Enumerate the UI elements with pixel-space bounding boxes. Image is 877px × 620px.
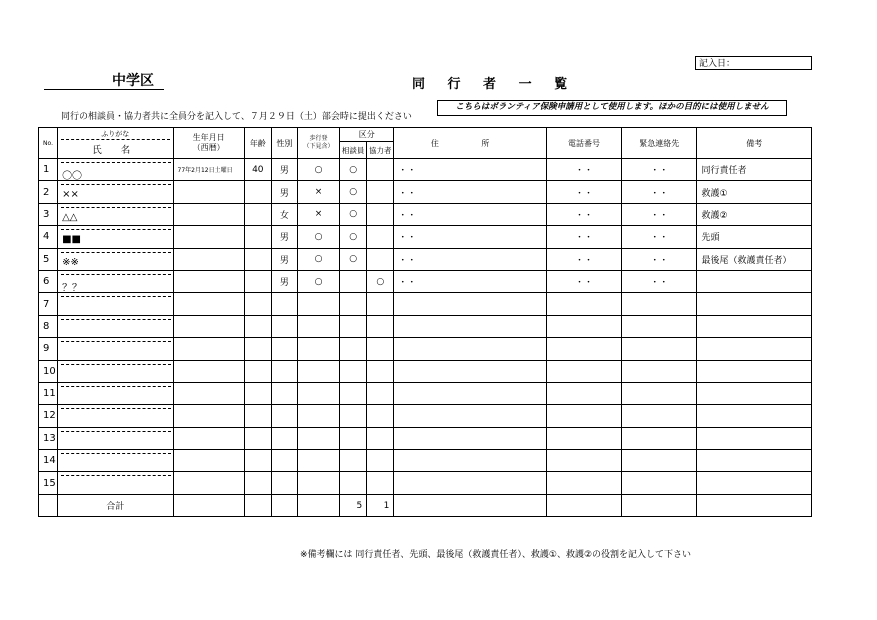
col-name [58,128,173,159]
name-value: ■■ [62,234,81,246]
phone-field[interactable] [546,427,621,449]
row-number: 10 [39,360,58,382]
entry-date-field[interactable]: 記入日： [695,56,812,70]
name-field[interactable] [58,360,173,382]
age-field[interactable] [244,226,271,248]
kyoryoku-field[interactable]: ○ [367,270,394,292]
birth-field[interactable] [173,360,244,382]
emergency-field[interactable] [622,360,697,382]
address-field[interactable] [394,405,547,427]
table-row [39,427,812,449]
birth-field[interactable] [173,248,244,270]
age-field[interactable] [244,382,271,404]
soudan-field[interactable] [340,360,367,382]
name-value: 〇〇 [62,171,83,181]
row-number: 9 [39,338,58,360]
age-field[interactable] [244,203,271,225]
emergency-field[interactable] [622,405,697,427]
name-value: ※※ [62,256,79,268]
walk-field[interactable] [297,472,339,494]
birth-field[interactable] [173,293,244,315]
notes-field[interactable] [697,405,812,427]
table-row [39,293,812,315]
name-field[interactable] [58,248,173,270]
row-number: 7 [39,293,58,315]
name-field[interactable] [58,427,173,449]
emergency-field[interactable] [622,338,697,360]
phone-field[interactable]: ・・ [546,270,621,292]
age-field[interactable] [244,450,271,472]
soudan-field[interactable]: ○ [340,159,367,181]
age-field[interactable] [244,405,271,427]
row-number: 4 [39,226,58,248]
emergency-field[interactable] [622,315,697,337]
age-field[interactable] [244,472,271,494]
emergency-field[interactable] [622,382,697,404]
sex-field[interactable]: 男 [271,248,297,270]
walk-field[interactable] [297,338,339,360]
col-phone: 電話番号 [546,128,621,159]
birth-field[interactable] [173,270,244,292]
phone-field[interactable]: ・・ [546,248,621,270]
kyoryoku-field[interactable] [367,159,394,181]
emergency-field[interactable]: ・・ [622,248,697,270]
notes-field[interactable] [697,360,812,382]
address-field[interactable] [394,382,547,404]
row-number: 5 [39,248,58,270]
col-walk: 歩行登 （下見含） [297,128,339,159]
notes-field[interactable] [697,472,812,494]
soudan-field[interactable]: ○ [340,226,367,248]
sex-field[interactable] [271,472,297,494]
notes-field[interactable] [697,450,812,472]
name-field[interactable] [58,338,173,360]
birth-field[interactable] [173,226,244,248]
col-shimei: 氏 名 [61,139,169,156]
sex-field[interactable] [271,405,297,427]
age-field[interactable] [244,248,271,270]
name-field[interactable] [58,472,173,494]
notes-field[interactable]: 先頭 [697,226,812,248]
address-field[interactable]: ・・ [394,226,547,248]
address-field[interactable] [394,293,547,315]
row-number: 15 [39,472,58,494]
age-field[interactable] [244,181,271,203]
address-field[interactable]: ・・ [394,270,547,292]
name-field[interactable] [58,203,173,225]
col-age: 年齢 [244,128,271,159]
footer-note: ※備考欄には 同行責任者、先頭、最後尾（救護責任者）、救護①、救護②の役割を記入して下さい [300,550,692,560]
address-field[interactable] [394,338,547,360]
sex-field[interactable] [271,450,297,472]
kyoryoku-field[interactable] [367,338,394,360]
phone-field[interactable] [546,450,621,472]
sex-field[interactable] [271,293,297,315]
walk-field[interactable] [297,382,339,404]
table-row [39,338,812,360]
name-field[interactable] [58,226,173,248]
soudan-field[interactable]: ○ [340,203,367,225]
sex-field[interactable] [271,315,297,337]
row-number: 1 [39,159,58,181]
emergency-field[interactable] [622,293,697,315]
sex-field[interactable] [271,360,297,382]
address-field[interactable]: ・・ [394,248,547,270]
soudan-field[interactable] [340,293,367,315]
age-field[interactable] [244,427,271,449]
kyoryoku-field[interactable] [367,472,394,494]
submission-instruction: 同行の相談員・協力者共に全員分を記入して、７月２９日（土）部会時に提出ください [61,112,412,122]
sex-field[interactable]: 女 [271,203,297,225]
emergency-field[interactable] [622,472,697,494]
address-field[interactable] [394,360,547,382]
age-field[interactable] [244,315,271,337]
table-row [39,450,812,472]
row-number: 6 [39,270,58,292]
name-field[interactable] [58,270,173,292]
name-field[interactable] [58,159,173,181]
school-district-label: 中学区 [44,72,164,90]
walk-field[interactable] [297,360,339,382]
table-row [39,226,812,248]
col-soudan: 相談員 [340,142,367,159]
row-number: 13 [39,427,58,449]
phone-field[interactable]: ・・ [546,159,621,181]
soudan-field[interactable] [340,472,367,494]
row-number: 2 [39,181,58,203]
table-row [39,159,812,181]
birth-field[interactable] [173,382,244,404]
notes-field[interactable]: 最後尾（救護責任者） [697,248,812,270]
walk-field[interactable] [297,315,339,337]
phone-field[interactable] [546,360,621,382]
table-row [39,248,812,270]
name-field[interactable] [58,450,173,472]
soudan-field[interactable] [340,270,367,292]
age-field[interactable] [244,338,271,360]
table-row [39,181,812,203]
kyoryoku-field[interactable] [367,382,394,404]
phone-field[interactable] [546,293,621,315]
sex-field[interactable] [271,338,297,360]
notes-field[interactable] [697,338,812,360]
walk-field[interactable]: ○ [297,159,339,181]
birth-field[interactable] [173,315,244,337]
total-label: 合計 [58,494,173,516]
phone-field[interactable]: ・・ [546,181,621,203]
walk-field[interactable]: ○ [297,270,339,292]
birth-field[interactable] [173,450,244,472]
kyoryoku-field[interactable] [367,427,394,449]
col-sex: 性別 [271,128,297,159]
phone-field[interactable] [546,338,621,360]
soudan-field[interactable] [340,450,367,472]
phone-field[interactable]: ・・ [546,203,621,225]
soudan-field[interactable]: ○ [340,181,367,203]
notes-field[interactable] [697,293,812,315]
age-field[interactable] [244,360,271,382]
address-field[interactable] [394,315,547,337]
sex-field[interactable] [271,382,297,404]
companion-table [38,127,812,517]
notes-field[interactable] [697,382,812,404]
walk-field[interactable] [297,450,339,472]
walk-field[interactable] [297,427,339,449]
row-number: 11 [39,382,58,404]
emergency-field[interactable]: ・・ [622,270,697,292]
col-no: No. [39,128,58,159]
kyoryoku-field[interactable] [367,181,394,203]
page-title: 同 行 者 一 覧 [412,77,577,92]
emergency-field[interactable]: ・・ [622,159,697,181]
soudan-field[interactable] [340,427,367,449]
notes-field[interactable]: 救護① [697,181,812,203]
emergency-field[interactable]: ・・ [622,181,697,203]
walk-field[interactable]: ○ [297,226,339,248]
phone-field[interactable] [546,315,621,337]
soudan-field[interactable] [340,382,367,404]
notes-field[interactable] [697,270,812,292]
address-field[interactable]: ・・ [394,203,547,225]
phone-field[interactable]: ・・ [546,226,621,248]
table-row [39,270,812,292]
kyoryoku-field[interactable] [367,405,394,427]
notes-field[interactable]: 同行責任者 [697,159,812,181]
name-field[interactable] [58,181,173,203]
walk-field[interactable] [297,293,339,315]
kyoryoku-field[interactable] [367,450,394,472]
sex-field[interactable]: 男 [271,270,297,292]
row-number: 3 [39,203,58,225]
name-value: ×× [62,189,79,201]
soudan-field[interactable]: ○ [340,248,367,270]
walk-field[interactable] [297,405,339,427]
col-kyoryoku: 協力者 [367,142,394,159]
name-field[interactable] [58,405,173,427]
insurance-notice: こちらはボランティア保険申請用として使用します。ほかの目的には使用しません [437,100,787,116]
birth-field[interactable] [173,203,244,225]
emergency-field[interactable]: ・・ [622,203,697,225]
soudan-field[interactable] [340,405,367,427]
age-field[interactable] [244,293,271,315]
birth-field[interactable] [173,338,244,360]
emergency-field[interactable] [622,427,697,449]
name-field[interactable] [58,382,173,404]
table-row [39,382,812,404]
name-value: ？？ [62,282,83,293]
col-furigana: ふりがな [101,130,130,138]
row-number: 12 [39,405,58,427]
emergency-field[interactable] [622,450,697,472]
kyoryoku-field[interactable] [367,226,394,248]
col-emergency: 緊急連絡先 [622,128,697,159]
total-soudan: 5 [340,494,367,516]
row-number: 8 [39,315,58,337]
address-field[interactable] [394,450,547,472]
birth-field[interactable]: 77年2月12日土曜日 [173,159,244,181]
phone-field[interactable] [546,472,621,494]
name-value: △△ [62,211,78,223]
col-kubun: 区分 [340,128,394,142]
notes-field[interactable] [697,427,812,449]
walk-field[interactable]: × [297,181,339,203]
phone-field[interactable] [546,405,621,427]
total-kyoryoku: 1 [367,494,394,516]
table-row [39,472,812,494]
notes-field[interactable] [697,315,812,337]
sex-field[interactable]: 男 [271,159,297,181]
table-row [39,405,812,427]
age-field[interactable]: 40 [244,159,271,181]
kyoryoku-field[interactable] [367,248,394,270]
walk-field[interactable]: × [297,203,339,225]
kyoryoku-field[interactable] [367,203,394,225]
phone-field[interactable] [546,382,621,404]
soudan-field[interactable] [340,338,367,360]
address-field[interactable]: ・・ [394,181,547,203]
address-field[interactable] [394,472,547,494]
table-row [39,315,812,337]
table-row [39,203,812,225]
kyoryoku-field[interactable] [367,360,394,382]
birth-field[interactable] [173,427,244,449]
name-field[interactable] [58,293,173,315]
col-birth: 生年月日 （西暦） [173,128,244,159]
emergency-field[interactable]: ・・ [622,226,697,248]
soudan-field[interactable] [340,315,367,337]
birth-field[interactable] [173,472,244,494]
col-address: 住 所 [394,128,547,159]
table-header-row [39,128,812,142]
walk-field[interactable]: ○ [297,248,339,270]
name-field[interactable] [58,315,173,337]
birth-field[interactable] [173,405,244,427]
sex-field[interactable]: 男 [271,226,297,248]
sex-field[interactable]: 男 [271,181,297,203]
col-notes: 備考 [697,128,812,159]
age-field[interactable] [244,270,271,292]
kyoryoku-field[interactable] [367,315,394,337]
kyoryoku-field[interactable] [367,293,394,315]
address-field[interactable]: ・・ [394,159,547,181]
address-field[interactable] [394,427,547,449]
table-row [39,360,812,382]
sex-field[interactable] [271,427,297,449]
row-number: 14 [39,450,58,472]
birth-field[interactable] [173,181,244,203]
notes-field[interactable]: 救護② [697,203,812,225]
total-row [39,494,812,516]
